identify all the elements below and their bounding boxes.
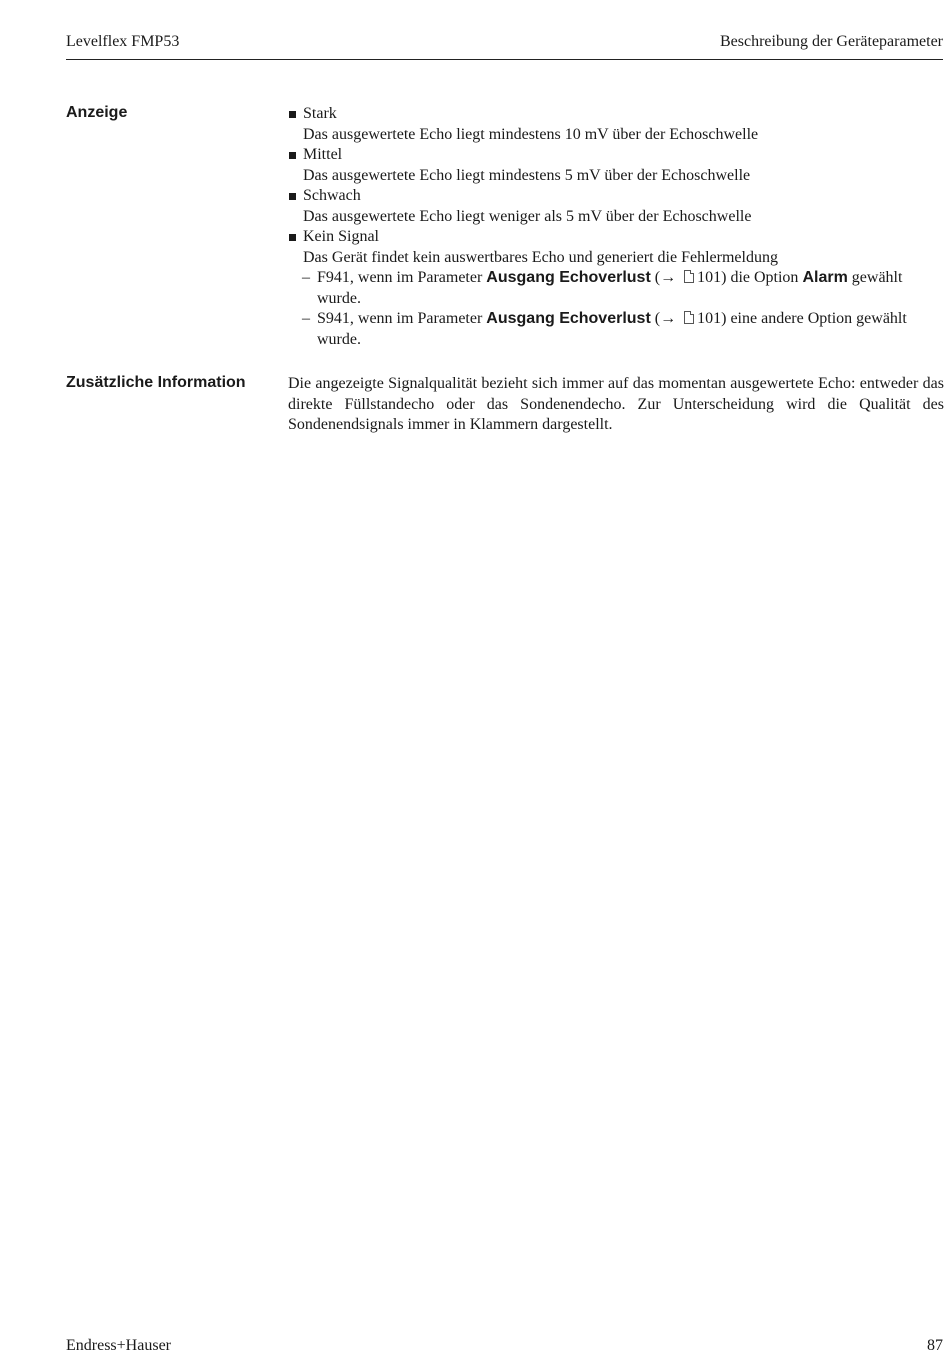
sub-item-text: F941, wenn im Parameter [317,269,487,286]
item-title: Mittel [303,146,343,163]
page-reference-icon [684,270,694,283]
item-title: Stark [303,105,337,122]
sub-list-item-s941 [288,309,944,350]
sub-item-line [317,309,944,330]
sub-list-item-f941 [288,268,944,309]
anzeige-content [288,104,944,350]
page-number: 87 [927,1337,943,1354]
sub-item-line [317,268,944,289]
label-zusaetzliche-information: Zusätzliche Information [66,374,246,391]
list-item [288,186,944,207]
item-description: Das ausgewertete Echo liegt mindestens 10 mV über der Echoschwelle [303,125,759,143]
page-reference[interactable]: 101 [697,269,722,286]
bullet-square-icon [289,152,296,159]
item-description: Das ausgewertete Echo liegt mindestens 5 mV über der Echoschwelle [303,166,751,184]
header-product: Levelflex FMP53 [66,33,180,50]
page-reference[interactable]: 101 [697,310,722,327]
bullet-square-icon [289,111,296,118]
sub-item-text: ) die Option [721,269,803,286]
bullet-square-icon [289,193,296,200]
ref-arrow: (→ [650,310,677,327]
list-item [288,227,944,248]
item-title: Kein Signal [303,228,379,245]
parameter-name: Ausgang Echoverlust [486,269,651,286]
list-item [288,145,944,166]
sub-item-text: gewählt [847,269,903,286]
bullet-square-icon [289,234,296,241]
list-item [288,104,944,125]
label-anzeige: Anzeige [66,104,128,121]
item-title: Schwach [303,187,361,204]
sub-item-text: ) eine andere Option gewählt [721,310,907,327]
zusaetzliche-information-text: Die angezeigte Signalqualität bezieht sich immer auf das momentan ausgewertete Echo: entweder das direkte Füllstandecho oder das Sondenendecho. Zur Unterscheidung wird die Qualität des Sondenendsignals immer in Klammern dargestellt. [288,375,944,433]
dash-marker: – [302,310,310,327]
item-description: Das ausgewertete Echo liegt weniger als 5 mV über der Echoschwelle [303,207,752,225]
page-reference-icon [684,311,694,324]
ref-arrow: (→ [650,269,677,286]
sub-item-continuation: wurde. [317,289,361,307]
page-header [66,33,943,60]
parameter-name: Ausgang Echoverlust [486,310,651,327]
item-description: Das Gerät findet kein auswertbares Echo und generiert die Fehlermeldung [303,248,778,266]
dash-marker: – [302,269,310,286]
sub-item-continuation: wurde. [317,330,361,348]
header-chapter: Beschreibung der Geräteparameter [720,33,943,50]
sub-item-text: S941, wenn im Parameter [317,310,487,327]
footer-company: Endress+Hauser [66,1337,171,1354]
option-name: Alarm [802,269,848,286]
